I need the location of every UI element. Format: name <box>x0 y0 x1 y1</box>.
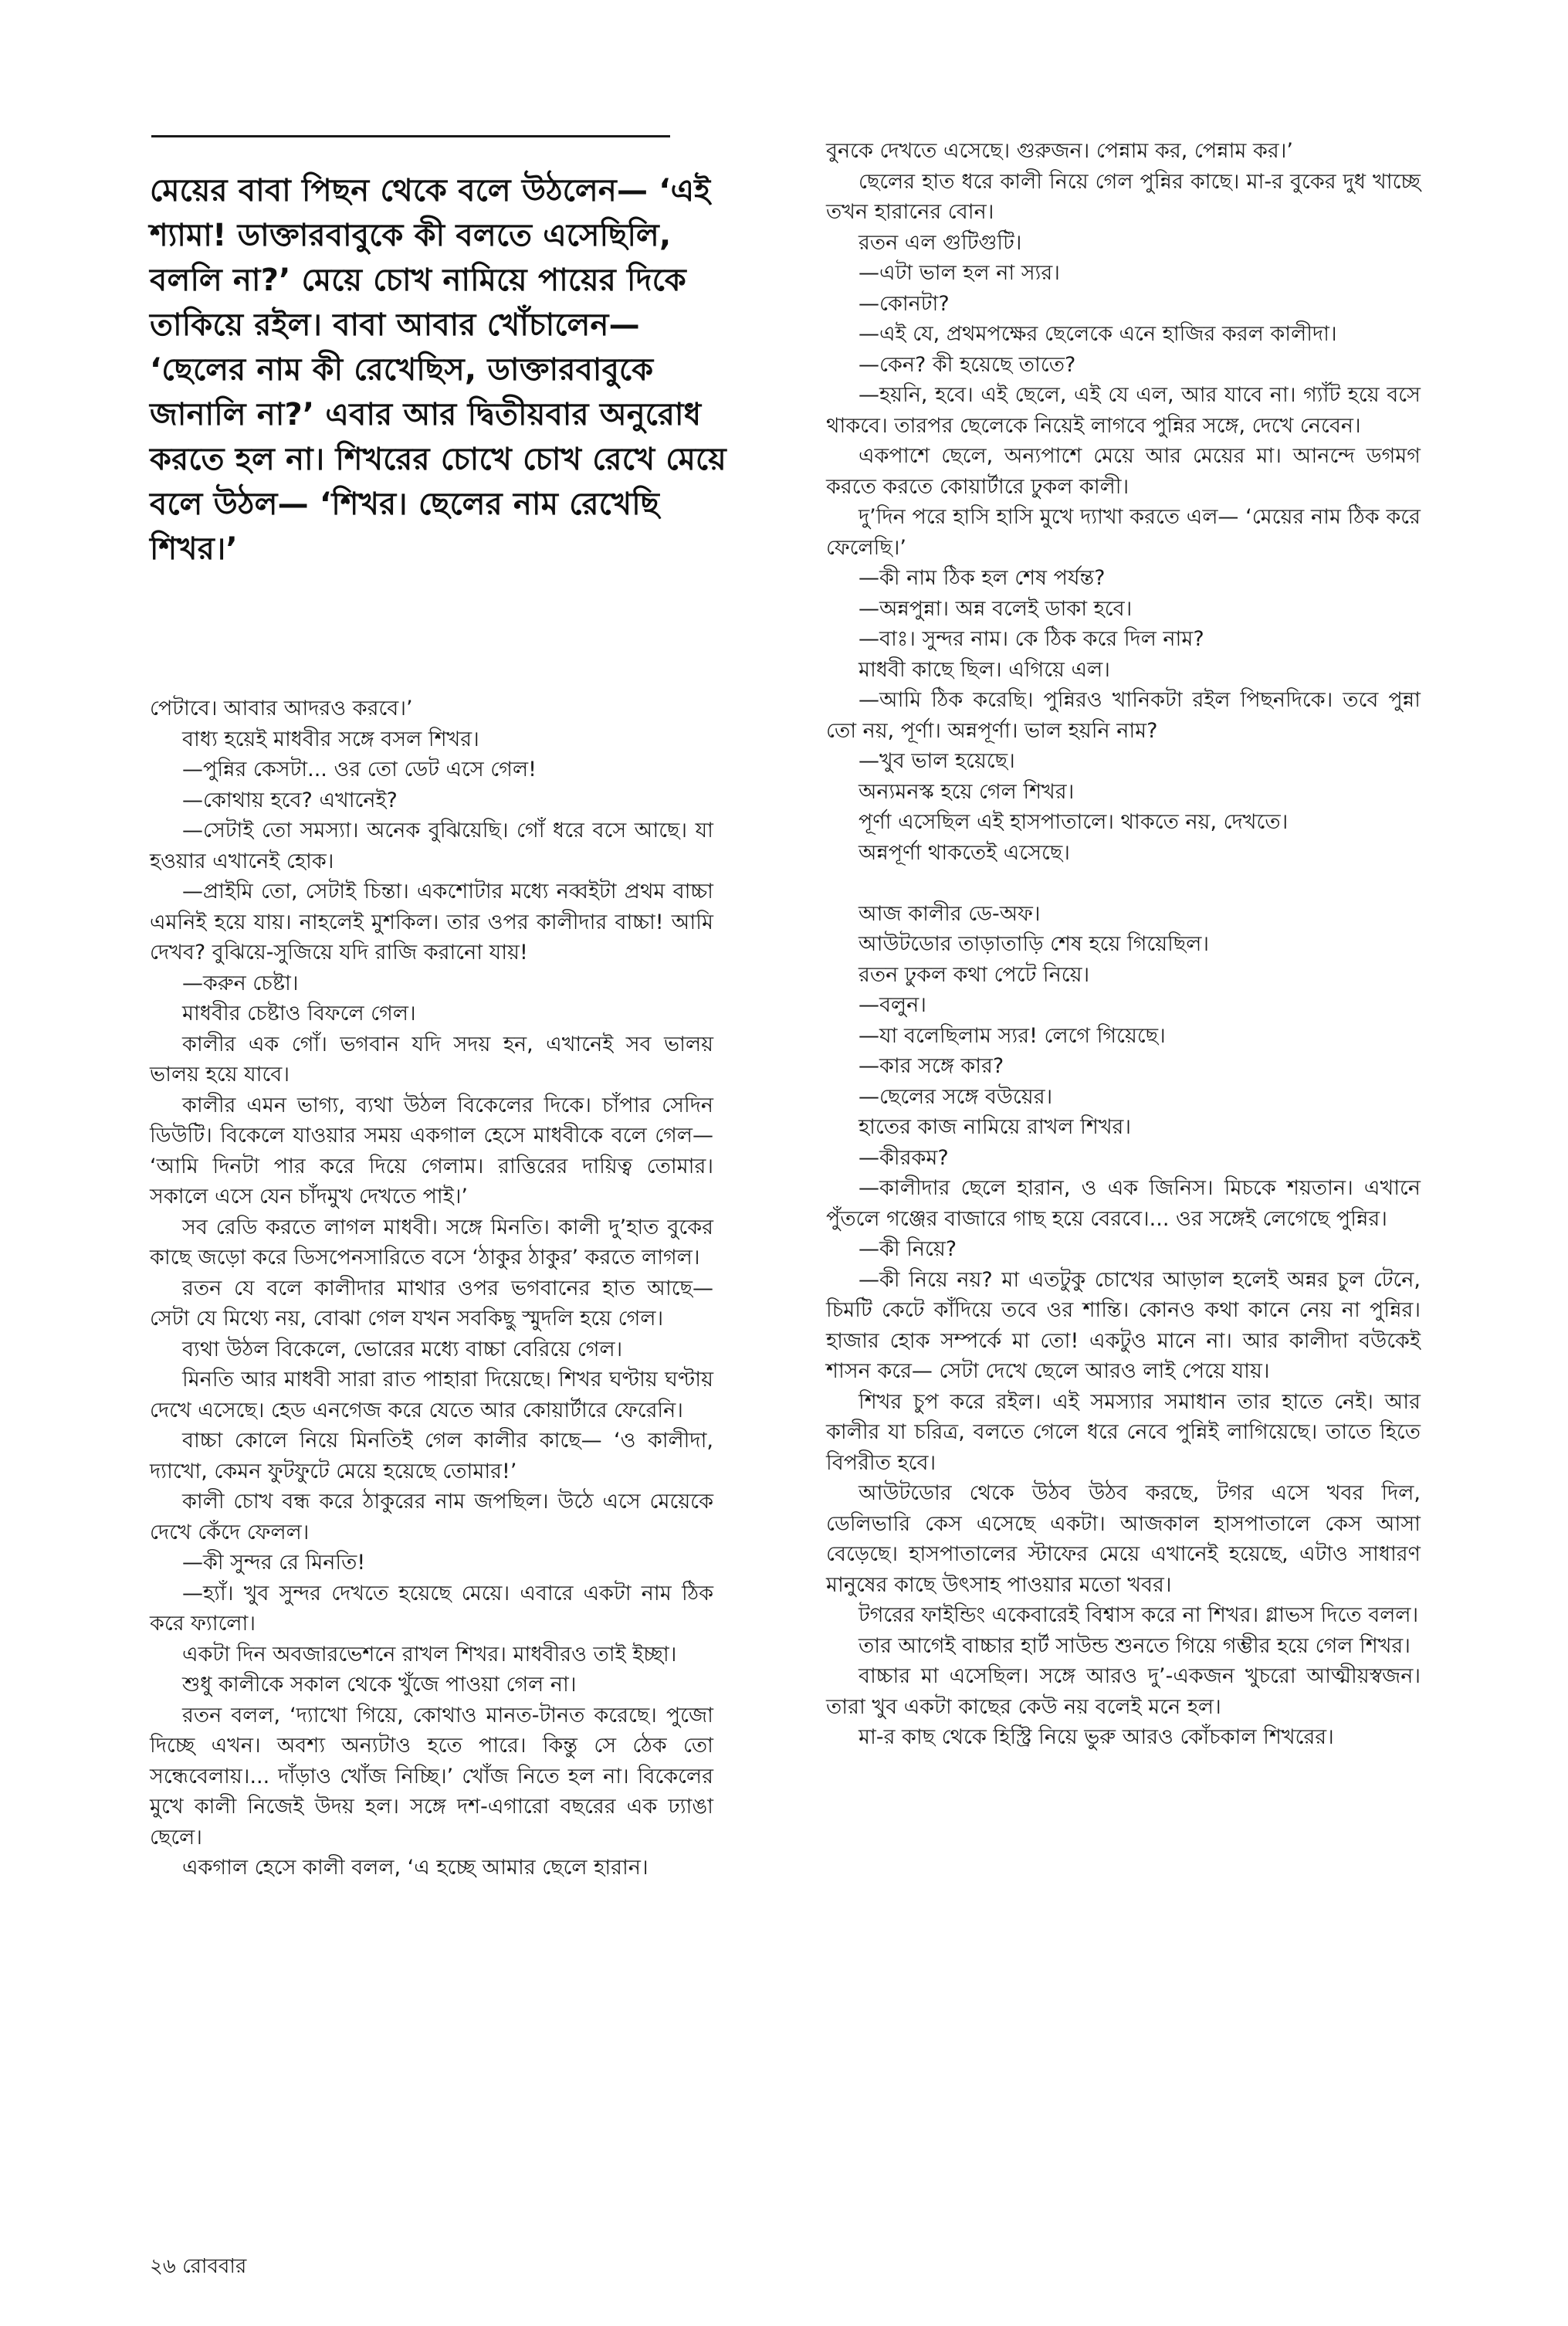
paragraph: একপাশে ছেলে, অন্যপাশে মেয়ে আর মেয়ের মা। আনন্দে ডগমগ করতে করতে কোয়ার্টারে ঢুকল কালী। <box>826 444 1421 499</box>
paragraph: —ছেলের সঙ্গে বউয়ের। <box>859 1084 1053 1109</box>
paragraph: মাধবী কাছে ছিল। এগিয়ে এল। <box>859 657 1110 682</box>
paragraph: —বাঃ। সুন্দর নাম। কে ঠিক করে দিল নাম? <box>859 627 1204 651</box>
paragraph: —প্রাইমি তো, সেটাই চিন্তা। একশোটার মধ্যে নব্বইটা প্রথম বাচ্চা এমনিই হয়ে যায়। নাহলেই মুশকিল। তার ওপর কালীদার বাচ্চা! আমি দেখব? বুঝিয়ে-সুজিয়ে যদি রাজি করানো যায়! <box>150 880 713 965</box>
paragraph: টগরের ফাইন্ডিং একেবারেই বিশ্বাস করে না শিখর। গ্লাভস দিতে বলল। <box>859 1603 1419 1627</box>
paragraph: বুনকে দেখতে এসেছে। গুরুজন। পেন্নাম কর, পেন্নাম কর।’ <box>826 139 1293 163</box>
paragraph: রতন ঢুকল কথা পেটে নিয়ে। <box>859 962 1090 987</box>
paragraph: —এই যে, প্রথমপক্ষের ছেলেকে এনে হাজির করল কালীদা। <box>859 322 1337 346</box>
paragraph: —কী নিয়ে? <box>859 1237 957 1261</box>
right-text-column <box>826 136 1421 1753</box>
paragraph: কালীর এমন ভাগ্য, ব্যথা উঠল বিকেলের দিকে। চাঁপার সেদিন ডিউটি। বিকেলে যাওয়ার সময় একগাল হেসে মাধবীকে বলে গেল— ‘আমি দিনটা পার করে দিয়ে গেলাম। রাত্তিরের দায়িত্ব তোমার। সকালে এসে যেন চাঁদমুখ দেখতে পাই।’ <box>150 1093 713 1209</box>
paragraph: একগাল হেসে কালী বলল, ‘এ হচ্ছে আমার ছেলে হারান। <box>182 1856 649 1880</box>
paragraph: রতন যে বলে কালীদার মাথার ওপর ভগবানের হাত আছে— সেটা যে মিথ্যে নয়, বোঝা গেল যখন সবকিছু স্মুদলি হয়ে গেল। <box>150 1276 713 1331</box>
paragraph: আজ কালীর ডে-অফ। <box>859 901 1041 926</box>
paragraph: সব রেডি করতে লাগল মাধবী। সঙ্গে মিনতি। কালী দু’হাত বুকের কাছে জড়ো করে ডিসপেনসারিতে বসে ‘ঠাকুর ঠাকুর’ করতে লাগল। <box>150 1215 713 1270</box>
paragraph: মা-র কাছ থেকে হিস্ট্রি নিয়ে ভুরু আরও কোঁচকাল শিখরের। <box>859 1725 1334 1749</box>
paragraph: —হয়নি, হবে। এই ছেলে, এই যে এল, আর যাবে না। গ্যাঁট হয়ে বসে থাকবে। তারপর ছেলেকে নিয়েই লাগবে পুন্নির সঙ্গে, দেখে নেবেন। <box>826 383 1421 438</box>
page-folio: ২৬ রোববার <box>150 2255 247 2278</box>
paragraph: —করুন চেষ্টা। <box>182 971 299 995</box>
right-column-part-b <box>826 899 1421 1753</box>
paragraph: —সেটাই তো সমস্যা। অনেক বুঝিয়েছি। গোঁ ধরে বসে আছে। যা হওয়ার এখানেই হোক। <box>150 819 713 873</box>
paragraph: মিনতি আর মাধবী সারা রাত পাহারা দিয়েছে। শিখর ঘণ্টায় ঘণ্টায় দেখে এসেছে। হেড এনগেজ করে যেতে আর কোয়ার্টারে ফেরেনি। <box>150 1368 713 1422</box>
paragraph: মাধবীর চেষ্টাও বিফলে গেল। <box>182 1002 416 1026</box>
paragraph: হাতের কাজ নামিয়ে রাখল শিখর। <box>859 1115 1132 1139</box>
paragraph: ছেলের হাত ধরে কালী নিয়ে গেল পুন্নির কাছে। মা-র বুকের দুধ খাচ্ছে তখন হারানের বোন। <box>826 169 1421 224</box>
paragraph: বাচ্চার মা এসেছিল। সঙ্গে আরও দু’-একজন খুচরো আত্মীয়স্বজন। তারা খুব একটা কাছের কেউ নয় বলেই মনে হল। <box>826 1664 1421 1719</box>
paragraph: —কী নিয়ে নয়? মা এতটুকু চোখের আড়াল হলেই অন্নর চুল টেনে, চিমটি কেটে কাঁদিয়ে তবে ওর শান্তি। কোনও কথা কানে নেয় না পুন্নির। হাজার হোক সম্পর্কে মা তো! একটুও মানে না। আর কালীদা বউকেই শাসন করে— সেটা দেখে ছেলে আরও লাই পেয়ে যায়। <box>826 1267 1421 1383</box>
paragraph: —অন্নপুন্না। অন্ন বলেই ডাকা হবে। <box>859 596 1133 621</box>
pull-quote-rule <box>151 135 670 137</box>
paragraph: —কীরকম? <box>859 1145 949 1170</box>
paragraph: অন্নপূর্ণা থাকতেই এসেছে। <box>859 840 1070 865</box>
paragraph: আউটডোর থেকে উঠব উঠব করছে, টগর এসে খবর দিল, ডেলিভারি কেস এসেছে একটা। আজকাল হাসপাতালে কেস আসা বেড়েছে। হাসপাতালের স্টাফের মেয়ে এখানেই হয়েছে, এটাও সাধারণ মানুষের কাছে উৎসাহ পাওয়ার মতো খবর। <box>826 1481 1421 1597</box>
paragraph: —হ্যাঁ। খুব সুন্দর দেখতে হয়েছে মেয়ে। এবারে একটা নাম ঠিক করে ফ্যালো। <box>150 1581 713 1636</box>
paragraph: —এটা ভাল হল না স্যর। <box>859 261 1060 285</box>
paragraph: পূর্ণা এসেছিল এই হাসপাতালে। থাকতে নয়, দেখতে। <box>859 810 1289 834</box>
paragraph: —কার সঙ্গে কার? <box>859 1054 1004 1078</box>
paragraph: তার আগেই বাচ্চার হার্ট সাউন্ড শুনতে গিয়ে গম্ভীর হয়ে গেল শিখর। <box>859 1633 1411 1658</box>
paragraph: —কী সুন্দর রে মিনতি! <box>182 1551 366 1575</box>
paragraph: একটা দিন অবজারভেশনে রাখল শিখর। মাধবীরও তাই ইচ্ছা। <box>182 1642 677 1667</box>
paragraph: রতন এল গুটিগুটি। <box>859 230 1022 255</box>
paragraph: —কী নাম ঠিক হল শেষ পর্যন্ত? <box>859 566 1106 590</box>
paragraph: —কালীদার ছেলে হারান, ও এক জিনিস। মিচকে শয়তান। এখানে পুঁতলে গঞ্জের বাজারে গাছ হয়ে বেরবে।... ওর সঙ্গেই লেগেছে পুন্নির। <box>826 1176 1421 1231</box>
right-column-part-a <box>826 136 1421 868</box>
paragraph: অন্যমনস্ক হয়ে গেল শিখর। <box>859 779 1075 804</box>
pull-quote: মেয়ের বাবা পিছন থেকে বলে উঠলেন— ‘এই শ্যামা! ডাক্তারবাবুকে কী বলতে এসেছিলি, বললি না?’ মেয়ে চোখ নামিয়ে পায়ের দিকে তাকিয়ে রইল। বাবা আবার খোঁচালেন— ‘ছেলের নাম কী রেখেছিস, ডাক্তারবাবুকে জানালি না?’ এবার আর দ্বিতীয়বার অনুরোধ করতে হল না। শিখরের চোখে চোখ রেখে মেয়ে বলে উঠল— ‘শিখর। ছেলের নাম রেখেছি শিখর।’ <box>150 173 726 567</box>
paragraph: শিখর চুপ করে রইল। এই সমস্যার সমাধান তার হাতে নেই। আর কালীর যা চরিত্র, বলতে গেলে ধরে নেবে পুন্নিই লাগিয়েছে। তাতে হিতে বিপরীত হবে। <box>826 1389 1421 1475</box>
paragraph: —কোনটা? <box>859 291 950 316</box>
paragraph: বাধ্য হয়েই মাধবীর সঙ্গে বসল শিখর। <box>182 727 479 751</box>
paragraph: —বলুন। <box>859 993 926 1017</box>
paragraph: —কেন? কী হয়েছে তাতে? <box>859 352 1076 377</box>
left-text-column <box>150 693 713 1884</box>
paragraph: ব্যথা উঠল বিকেলে, ভোরের মধ্যে বাচ্চা বেরিয়ে গেল। <box>182 1337 623 1361</box>
paragraph: কালীর এক গোঁ। ভগবান যদি সদয় হন, এখানেই সব ভালয় ভালয় হয়ে যাবে। <box>150 1032 713 1087</box>
paragraph: বাচ্চা কোলে নিয়ে মিনতিই গেল কালীর কাছে— ‘ও কালীদা, দ্যাখো, কেমন ফুটফুটে মেয়ে হয়েছে তোমার!’ <box>150 1429 713 1483</box>
paragraph: আউটডোর তাড়াতাড়ি শেষ হয়ে গিয়েছিল। <box>859 932 1210 956</box>
paragraph: রতন বলল, ‘দ্যাখো গিয়ে, কোথাও মানত-টানত করেছে। পুজো দিচ্ছে এখন। অবশ্য অন্যটাও হতে পারে। কিন্তু সে ঠেক তো সন্ধেবেলায়।... দাঁড়াও খোঁজ নিচ্ছি।’ খোঁজ নিতে হল না। বিকেলের মুখে কালী নিজেই উদয় হল। সঙ্গে দশ-এগারো বছরের এক ঢ্যাঙা ছেলে। <box>150 1703 713 1850</box>
paragraph: —আমি ঠিক করেছি। পুন্নিরও খানিকটা রইল পিছনদিকে। তবে পুন্না তো নয়, পূর্ণা। অন্নপূর্ণা। ভাল হয়নি নাম? <box>826 688 1421 743</box>
paragraph: কালী চোখ বন্ধ করে ঠাকুরের নাম জপছিল। উঠে এসে মেয়েকে দেখে কেঁদে ফেলল। <box>150 1490 713 1544</box>
paragraph: —খুব ভাল হয়েছে। <box>859 749 1015 773</box>
paragraph: —কোথায় হবে? এখানেই? <box>182 788 398 812</box>
paragraph: —পুন্নির কেসটা... ওর তো ডেট এসে গেল! <box>182 758 537 782</box>
paragraph: শুধু কালীকে সকাল থেকে খুঁজে পাওয়া গেল না। <box>182 1673 577 1697</box>
paragraph: পেটাবে। আবার আদরও করবে।’ <box>150 697 413 721</box>
paragraph: দু’দিন পরে হাসি হাসি মুখে দ্যাখা করতে এল— ‘মেয়ের নাম ঠিক করে ফেলেছি।’ <box>826 505 1421 560</box>
paragraph: —যা বলেছিলাম স্যর! লেগে গিয়েছে। <box>859 1023 1166 1048</box>
